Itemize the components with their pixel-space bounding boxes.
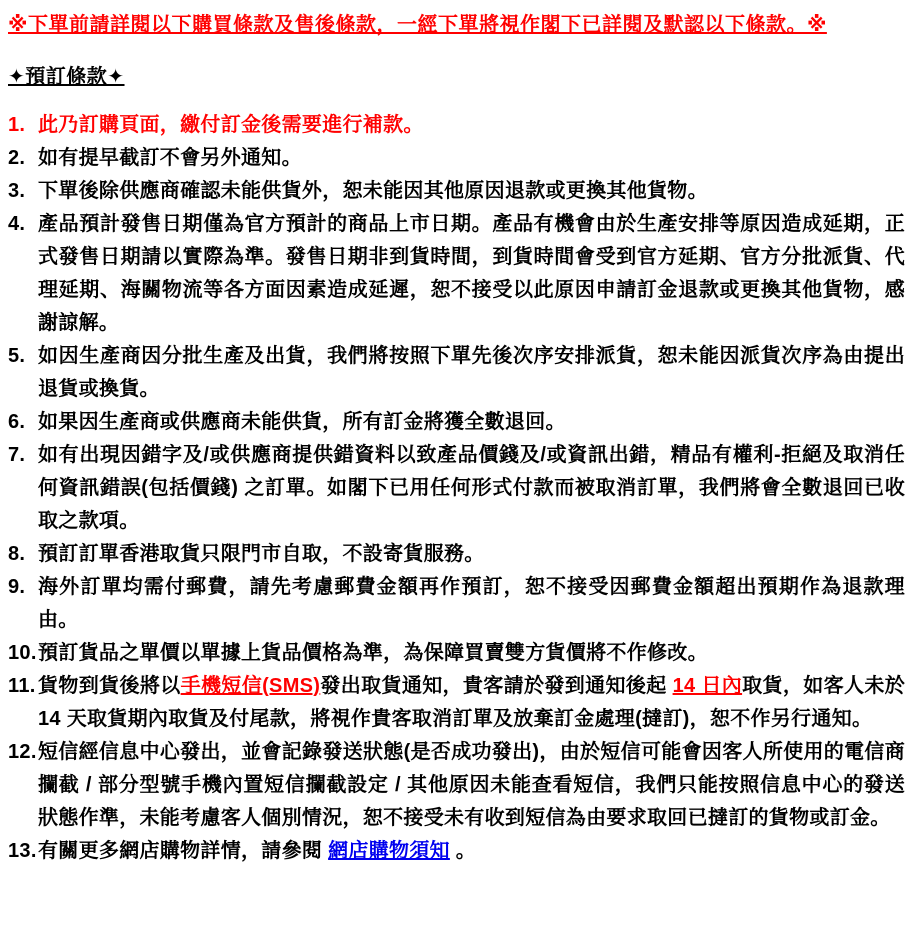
term-number: 11. xyxy=(8,675,36,697)
page-title: ※下單前請詳閱以下購買條款及售後條款，一經下單將視作閣下已詳閱及默認以下條款。※ xyxy=(8,14,827,36)
term-text xyxy=(38,538,905,571)
term-number: 5. xyxy=(8,345,26,367)
term-segment: 預訂訂單香港取貨只限門市自取，不設寄貨服務。 xyxy=(38,543,485,565)
term-segment: 如有提早截訂不會另外通知。 xyxy=(38,147,302,169)
section-header-preorder-terms: ✦預訂條款✦ xyxy=(8,66,125,88)
term-number: 7. xyxy=(8,444,26,466)
term-item-10 xyxy=(8,637,905,670)
term-segment: 取貨，如客人未於 14 天取貨期內取貨及付尾款，將視作貴客取消訂單及放棄訂金處理(撻訂)，恕不作另行通知。 xyxy=(38,675,905,730)
term-text xyxy=(38,175,905,208)
highlighted-term-text: 14 日內 xyxy=(672,675,743,697)
term-item-3 xyxy=(8,175,905,208)
term-segment: 如因生產商因分批生產及出貨，我們將按照下單先後次序安排派貨，恕未能因派貨次序為由提出退貨或換貨。 xyxy=(38,345,905,400)
term-text xyxy=(38,406,905,439)
term-item-6 xyxy=(8,406,905,439)
term-item-7 xyxy=(8,439,905,538)
term-text xyxy=(38,835,905,868)
term-number: 4. xyxy=(8,213,26,235)
term-item-5 xyxy=(8,340,905,406)
term-item-9 xyxy=(8,571,905,637)
term-number: 3. xyxy=(8,180,26,202)
term-segment: 短信經信息中心發出，並會記錄發送狀態(是否成功發出)，由於短信可能會因客人所使用的電信商攔截 / 部分型號手機內置短信攔截設定 / 其他原因未能查看短信，我們只能按照信息中心的發送狀態作準，未能考慮客人個別情況，恕不接受未有收到短信為由要求取回已撻訂的貨物或訂金。 xyxy=(38,741,905,829)
shop-guide-link[interactable]: 網店購物須知 xyxy=(328,840,450,862)
term-segment: 海外訂單均需付郵費，請先考慮郵費金額再作預訂，恕不接受因郵費金額超出預期作為退款理由。 xyxy=(38,576,905,631)
term-text xyxy=(38,142,905,175)
term-number: 8. xyxy=(8,543,26,565)
term-item-4 xyxy=(8,208,905,340)
term-segment: 產品預計發售日期僅為官方預計的商品上市日期。產品有機會由於生產安排等原因造成延期，正式發售日期請以實際為準。發售日期非到貨時間，到貨時間會受到官方延期、官方分批派貨、代理延期、海關物流等各方面因素造成延遲，恕不接受以此原因申請訂金退款或更換其他貨物，感謝諒解。 xyxy=(38,213,905,334)
term-number: 13. xyxy=(8,840,37,862)
term-text xyxy=(38,439,905,538)
term-item-12 xyxy=(8,736,905,835)
term-segment: 有關更多網店購物詳情，請參閱 xyxy=(38,840,329,862)
term-number: 2. xyxy=(8,147,26,169)
term-segment: 預訂貨品之單價以單據上貨品價格為準，為保障買賣雙方貨價將不作修改。 xyxy=(38,642,708,664)
term-item-13 xyxy=(8,835,905,868)
term-segment: 發出取貨通知，貴客請於發到通知後起 xyxy=(320,675,673,697)
highlighted-term-text: 手機短信(SMS) xyxy=(180,675,321,697)
term-text xyxy=(38,340,905,406)
term-item-2 xyxy=(8,142,905,175)
term-number: 9. xyxy=(8,576,26,598)
term-text xyxy=(38,670,905,736)
term-item-11 xyxy=(8,670,905,736)
term-segment: 貨物到貨後將以 xyxy=(38,675,181,697)
term-item-8 xyxy=(8,538,905,571)
term-text xyxy=(38,637,905,670)
term-number: 10. xyxy=(8,642,37,664)
term-number: 12. xyxy=(8,741,37,763)
term-item-1 xyxy=(8,109,905,142)
term-text xyxy=(38,109,905,142)
term-text xyxy=(38,736,905,835)
term-segment: 此乃訂購頁面，繳付訂金後需要進行補款。 xyxy=(38,114,424,136)
term-segment: 如有出現因錯字及/或供應商提供錯資料以致產品價錢及/或資訊出錯，精品有權利-拒絕及取消任何資訊錯誤(包括價錢) 之訂單。如閣下已用任何形式付款而被取消訂單，我們將會全數退回已收取之款項。 xyxy=(38,444,905,532)
term-number: 1. xyxy=(8,114,26,136)
term-text xyxy=(38,208,905,340)
term-segment: 。 xyxy=(449,840,477,862)
term-number: 6. xyxy=(8,411,26,433)
term-segment: 下單後除供應商確認未能供貨外，恕未能因其他原因退款或更換其他貨物。 xyxy=(38,180,708,202)
term-segment: 如果因生產商或供應商未能供貨，所有訂金將獲全數退回。 xyxy=(38,411,566,433)
term-text xyxy=(38,571,905,637)
terms-list xyxy=(8,109,905,868)
